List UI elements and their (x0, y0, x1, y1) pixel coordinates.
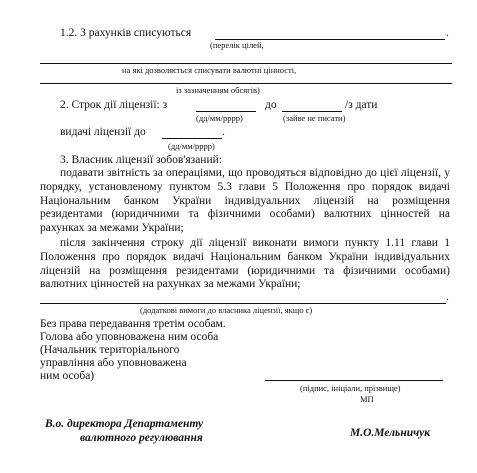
extra-requirements-hint: (додаткові вимоги до власника ліцензії, якщо є) (140, 305, 313, 315)
date-to-line (282, 111, 342, 112)
signatory-line-4: ним особа) (40, 370, 95, 382)
date-from-line (196, 111, 256, 112)
stamp-mark: МП (360, 394, 374, 404)
footer-position-1: В.о. директора Департаменту (45, 418, 204, 430)
footer-position-2: валютного регулювання (80, 432, 203, 444)
no-transfer-note: Без права передавання третім особам. (40, 318, 226, 330)
targets-hint-2: на які дозволяється списувати валютні цінності, (122, 65, 297, 75)
obligation-paragraph-1: подавати звітність за операціями, що проводяться відповідно до цієї ліцензії, у порядку, установленому пунктом 5.3 глави 5 Положення про порядок видачі Національним банком України індивідуальних ліцензій на розміщення резидентами (юридичними та фізичними особами) валютних цінностей на рахунках за межами України; (40, 167, 450, 235)
signature-line (265, 380, 443, 381)
no-write-hint: (зайве не писати) (283, 113, 346, 123)
section-1-2-end: . (446, 27, 449, 39)
signature-hint: (підпис, ініціали, прізвище) (300, 383, 401, 393)
extra-requirements-line (40, 303, 446, 304)
targets-hint-3: із зазначенням обсягів) (176, 85, 260, 95)
validity-to: до (265, 99, 277, 111)
signatory-line-1: Голова або уповноважена ним особа (40, 331, 219, 343)
obligation-paragraph-2: після закінчення строку дії ліцензії виконати вимоги пункту 1.11 глави 1 Положення про порядок видачі Національним банком України індивідуальних ліцензій на розміщення резидентами (юридичними та фізичними особами) валютних цінностей на рахунках за межами України; (40, 237, 450, 291)
targets-line-2 (40, 63, 452, 64)
date-hint-2: (дд/мм/рррр) (168, 141, 215, 151)
validity-issue-text: видачі ліцензії до (60, 126, 146, 138)
date-hint: (дд/мм/рррр) (196, 113, 243, 123)
signatory-line-3: управління або уповноважена (40, 357, 187, 369)
section-3-end: . (446, 291, 449, 303)
section-1-2-text: 1.2. З рахунків списуються (60, 27, 192, 39)
validity-end: . (222, 126, 225, 138)
signatory-line-2: (Начальник територіального (40, 344, 180, 356)
validity-or: /з дати (345, 99, 378, 111)
obligations-title: 3. Власник ліцензії зобов'язаний: (60, 154, 222, 166)
footer-name: М.О.Мельничук (350, 427, 431, 439)
date-issue-line (162, 138, 222, 139)
validity-text: 2. Строк дії ліцензії: з (60, 99, 168, 111)
targets-line-3 (40, 83, 452, 84)
targets-hint: (перелік цілей, (210, 40, 264, 50)
